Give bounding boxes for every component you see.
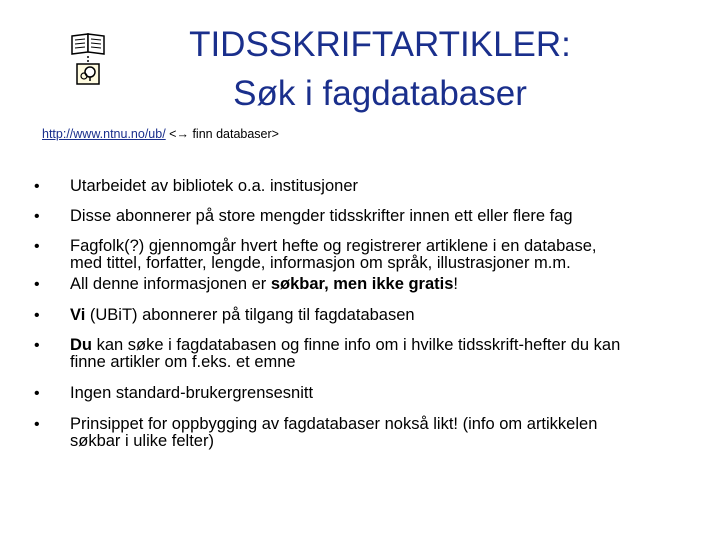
item-line-1: Prinsippet for oppbygging av fagdatabaser nokså likt! (info om artikkelen [70, 415, 598, 433]
item-bold-text: Du [70, 336, 92, 354]
bullet-marker: • [34, 337, 40, 354]
list-item: Disse abonnerer på store mengder tidsskrifter innen ett eller flere fag [70, 207, 573, 225]
item-text: All denne informasjonen er [70, 275, 271, 293]
item-line-2: søkbar i ulike felter) [70, 432, 214, 450]
bullet-marker: • [34, 276, 40, 293]
list-item: Utarbeidet av bibliotek o.a. institusjoner [70, 177, 358, 195]
list-item [70, 276, 690, 293]
item-text: ! [453, 275, 458, 293]
bullet-marker: • [34, 178, 40, 195]
slide-title-line-1: TIDSSKRIFTARTIKLER: [189, 25, 571, 64]
link-suffix: <→ finn databaser> [165, 127, 279, 141]
bullet-marker: • [34, 307, 40, 324]
item-bold-text: Vi [70, 306, 86, 324]
list-item: Ingen standard-brukergrensesnitt [70, 384, 314, 402]
bullet-marker: • [34, 385, 40, 402]
list-item [70, 337, 690, 371]
bullet-marker: • [34, 238, 40, 255]
bullet-marker: • [34, 208, 40, 225]
item-line-2: finne artikler om f.eks. et emne [70, 353, 296, 371]
item-text: (UBiT) abonnerer på tilgang til fagdatabasen [85, 306, 415, 324]
list-item [70, 307, 690, 324]
item-line-2: med tittel, forfatter, lengde, informasjon om språk, illustrasjoner m.m. [70, 254, 571, 272]
list-item [70, 416, 690, 450]
slide-title-line-2: Søk i fagdatabaser [233, 74, 527, 113]
item-line-1: kan søke i fagdatabasen og finne info om i hvilke tidsskrift-hefter du kan [92, 336, 621, 354]
bullet-marker: • [34, 416, 40, 433]
item-line-1: Fagfolk(?) gjennomgår hvert hefte og registrerer artiklene i en database, [70, 237, 597, 255]
list-item [70, 238, 690, 272]
item-bold-text: søkbar, men ikke gratis [270, 275, 454, 293]
library-link[interactable]: http://www.ntnu.no/ub/ [42, 127, 166, 141]
